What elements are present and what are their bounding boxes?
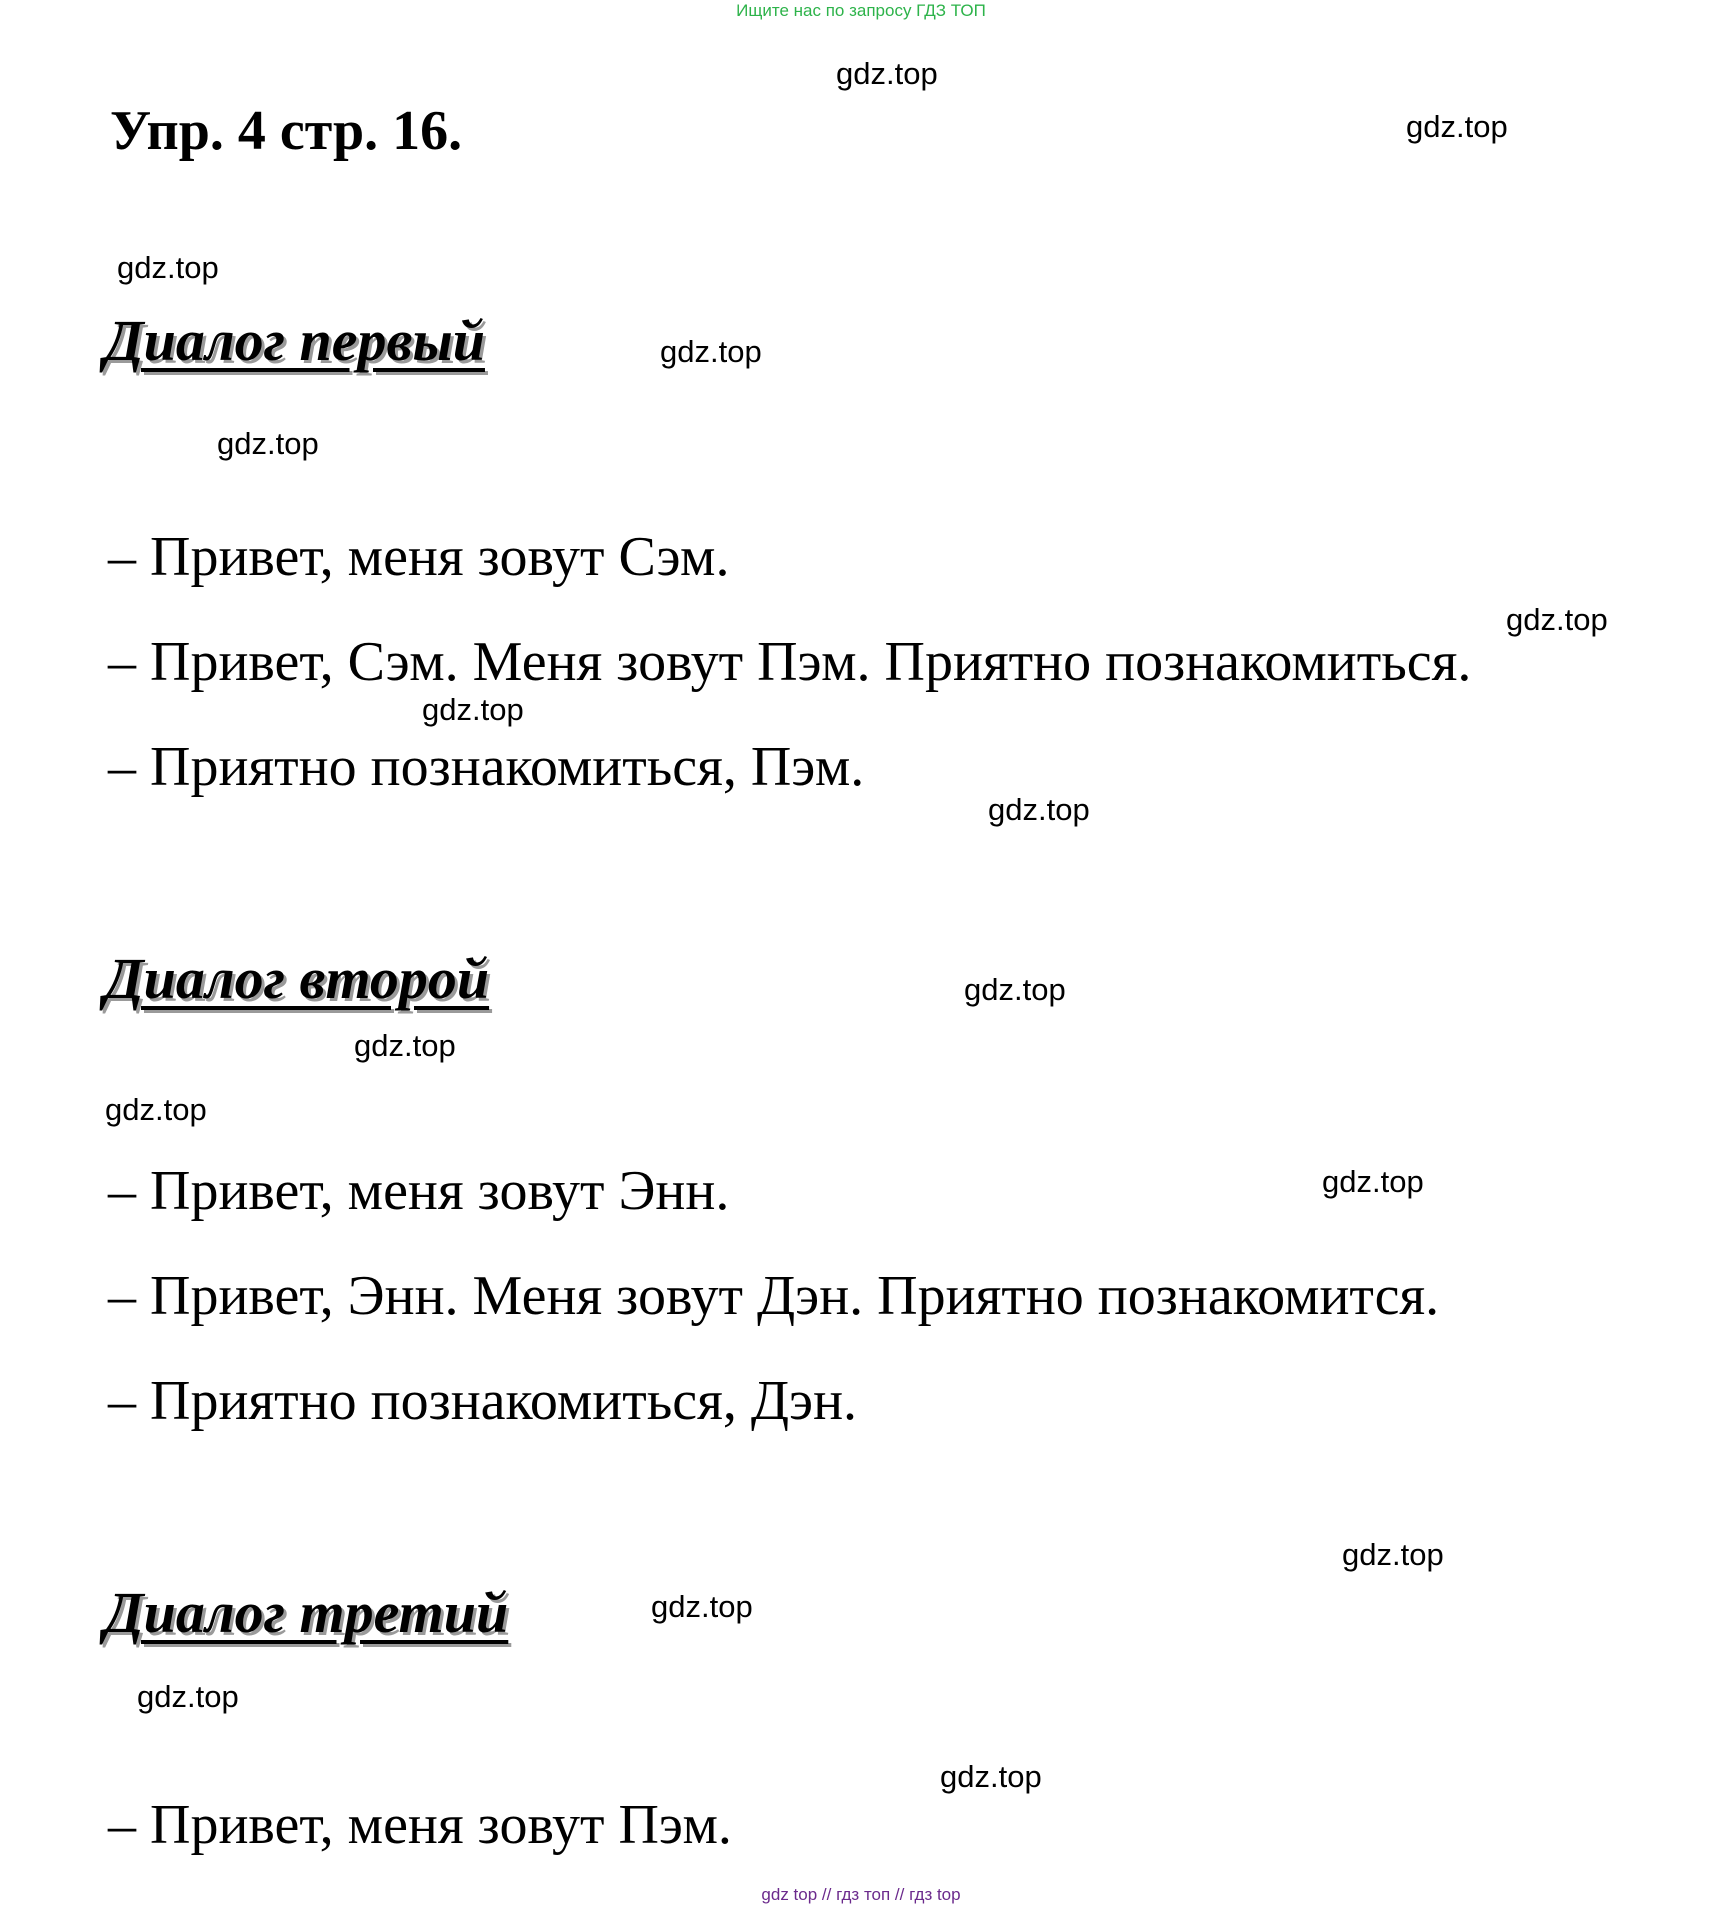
dialog-heading-1: Диалог первый [104, 308, 485, 373]
watermark: gdz.top [660, 334, 762, 369]
watermark: gdz.top [354, 1028, 456, 1063]
watermark: gdz.top [105, 1092, 207, 1127]
dialog-2-line-3: – Приятно познакомиться, Дэн. [108, 1370, 858, 1432]
watermark: gdz.top [1506, 602, 1608, 637]
dialog-1-line-1: – Привет, меня зовут Сэм. [108, 526, 730, 588]
watermark: gdz.top [836, 56, 938, 91]
bottom-banner: gdz top // гдз топ // гдз top [761, 1885, 961, 1904]
watermark: gdz.top [217, 426, 319, 461]
watermark: gdz.top [940, 1759, 1042, 1794]
watermark: gdz.top [964, 972, 1066, 1007]
dialog-heading-2: Диалог второй [104, 946, 490, 1011]
dialog-2-line-1: – Привет, меня зовут Энн. [108, 1160, 730, 1222]
watermark: gdz.top [137, 1679, 239, 1714]
watermark: gdz.top [1342, 1537, 1444, 1572]
dialog-1-line-3: – Приятно познакомиться, Пэм. [108, 736, 865, 798]
dialog-1-line-2: – Привет, Сэм. Меня зовут Пэм. Приятно познакомиться. [108, 631, 1472, 693]
dialog-3-line-1: – Привет, меня зовут Пэм. [108, 1794, 732, 1856]
watermark: gdz.top [1406, 109, 1508, 144]
watermark: gdz.top [988, 792, 1090, 827]
watermark: gdz.top [117, 250, 219, 285]
watermark: gdz.top [422, 692, 524, 727]
page-title: Упр. 4 стр. 16. [110, 100, 463, 162]
dialog-heading-3: Диалог третий [104, 1580, 509, 1645]
watermark: gdz.top [1322, 1164, 1424, 1199]
top-banner: Ищите нас по запросу ГДЗ ТОП [736, 1, 986, 20]
watermark: gdz.top [651, 1589, 753, 1624]
dialog-2-line-2: – Привет, Энн. Меня зовут Дэн. Приятно познакомится. [108, 1265, 1440, 1327]
